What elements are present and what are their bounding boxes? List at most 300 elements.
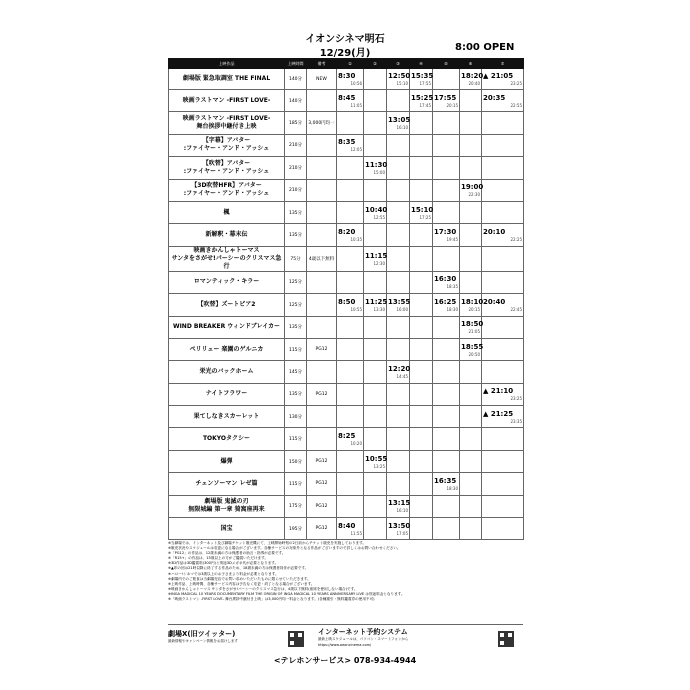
screen-slot: [387, 338, 410, 360]
screen-slot: [387, 406, 410, 428]
screen-slot[interactable]: [364, 157, 387, 179]
table-header-row: [169, 59, 524, 69]
screen-slot: [433, 316, 460, 338]
screen-slot[interactable]: [337, 428, 364, 450]
movie-duration: 135分: [285, 224, 307, 246]
showtime-end: 15:00: [373, 169, 385, 175]
movie-note: [307, 134, 337, 156]
movie-duration: 115分: [285, 473, 307, 495]
movie-note: PG12: [307, 495, 337, 517]
screen-slot: [460, 90, 482, 112]
screen-slot: [433, 361, 460, 383]
screen-slot: [433, 518, 460, 540]
showtime-start: 18:55: [461, 342, 484, 351]
screen-slot: [387, 179, 410, 201]
screen-slot: [387, 450, 410, 472]
screen-slot: [387, 316, 410, 338]
screen-slot: [433, 428, 460, 450]
screen-slot: [482, 112, 524, 134]
screen-slot: [364, 112, 387, 134]
showtime-start: 15:35: [411, 72, 434, 80]
showtime-start: 12:50: [388, 72, 411, 80]
screen-slot[interactable]: [364, 246, 387, 271]
table-row: [169, 518, 524, 540]
movie-title: ナイトフラワー: [169, 383, 285, 405]
screen-slot[interactable]: [482, 294, 524, 316]
screen-slot[interactable]: [387, 294, 410, 316]
showtime-end: 16:10: [396, 508, 408, 514]
showtime-start: 10:55: [365, 454, 388, 463]
screen-slot: [482, 201, 524, 223]
screen-slot[interactable]: [364, 294, 387, 316]
screen-slot: [482, 473, 524, 495]
screen-slot[interactable]: [482, 383, 524, 405]
screen-slot: [387, 383, 410, 405]
screen-slot[interactable]: [482, 69, 524, 90]
screen-slot[interactable]: [387, 495, 410, 517]
screen-slot[interactable]: [337, 224, 364, 246]
note-line: ※映画きかんしゃトーマス サンタをさがせ!パーシーのクリスマス急行は、4歳以下無料(座席を使用しない場合)です。: [168, 586, 358, 591]
movie-duration: 195分: [285, 518, 307, 540]
screen-slot: [364, 428, 387, 450]
showtime-end: 10:35: [350, 237, 362, 243]
screen-slot[interactable]: [433, 224, 460, 246]
movie-note: [307, 316, 337, 338]
screen-slot: [460, 518, 482, 540]
screen-slot: [337, 201, 364, 223]
telephone-service: <テレホンサービス> 078-934-4944: [273, 656, 417, 665]
showtime-start: 8:20: [338, 228, 356, 237]
movie-note: [307, 201, 337, 223]
movie-title: 栄光のバックホーム: [169, 361, 285, 383]
screen-slot: [410, 383, 433, 405]
screen-slot: [364, 179, 387, 201]
note-line: ※上映作品、上映時間、各種サービス内容は予告なく変更・終了となる場合がございます。: [168, 581, 315, 586]
showtime-end: 17:55: [419, 81, 431, 86]
screen-slot: [482, 179, 524, 201]
showtime-end: 15:10: [396, 81, 408, 86]
showtime-start: 15:25: [411, 93, 434, 102]
screen-slot: [364, 406, 387, 428]
showtime-end: 22:45: [510, 306, 522, 312]
table-row: [169, 112, 524, 134]
screen-slot: [410, 473, 433, 495]
movie-title: 映画きかんしゃトーマス サンタをさがせ!パーシーのクリスマス急行: [169, 246, 285, 271]
showtime-end: 23:35: [510, 418, 522, 424]
screen-slot[interactable]: [433, 271, 460, 293]
x-account-title[interactable]: 劇場X(旧ツイッター): [168, 630, 236, 638]
screen-slot: [387, 246, 410, 271]
movie-title: チェンソーマン レゼ篇: [169, 473, 285, 495]
showtime-end: 12:05: [350, 147, 362, 153]
movie-note: [307, 406, 337, 428]
screen-slot[interactable]: [482, 90, 524, 112]
showtime-start: ▲ 21:10: [483, 387, 514, 396]
showtime-end: 16:00: [396, 306, 408, 312]
showtime-start: 19:00: [461, 183, 484, 192]
showtime-end: 22:25: [510, 237, 522, 243]
screen-slot: [364, 495, 387, 517]
movie-title: 劇場版 鬼滅の刃 無限城編 第一章 猗窩座再来: [169, 495, 285, 517]
showtime-end: 12:30: [373, 260, 385, 266]
showtime-start: 20:35: [483, 93, 506, 102]
screen-slot: [337, 246, 364, 271]
screen-slot: [460, 271, 482, 293]
showtime-end: 11:55: [350, 530, 362, 536]
movie-duration: 75分: [285, 246, 307, 271]
screen-slot: [410, 271, 433, 293]
screen-slot: [460, 406, 482, 428]
showtime-start: 18:10: [461, 297, 484, 306]
screen-slot: [337, 495, 364, 517]
note-line: ※劇場内でのご飲食は当劇場売店でお買い求めいただいたものに限らせていただきます。: [168, 576, 311, 581]
movie-duration: 145分: [285, 361, 307, 383]
screen-slot: [433, 495, 460, 517]
screen-slot: [387, 473, 410, 495]
table-row: [169, 406, 524, 428]
note-line: ※「R15+」の作品は、15歳以上の方がご鑑賞いただけます。: [168, 556, 269, 561]
theater-name: イオンシネマ明石: [305, 34, 385, 45]
table-row: [169, 495, 524, 517]
screen-slot[interactable]: [433, 473, 460, 495]
screen-slot: [433, 157, 460, 179]
screen-slot: [387, 224, 410, 246]
showtime-end: 21:05: [468, 329, 480, 335]
screen-slot: [410, 450, 433, 472]
screen-slot: [337, 406, 364, 428]
col-title-header: 上映作品: [169, 59, 285, 69]
movie-title: 新解釈・幕末伝: [169, 224, 285, 246]
showtime-start: 11:30: [365, 160, 388, 169]
schedule-date: 12/29(月): [319, 48, 371, 59]
showtime-start: 10:40: [365, 205, 388, 214]
showtime-start: 11:25: [365, 297, 388, 306]
showtime-start: 20:10: [483, 228, 506, 237]
col-screen-7: ⑦: [482, 59, 524, 69]
movie-note: 4歳以下無料: [307, 246, 337, 271]
x-account-subtitle: 最新情報やキャンペーン情報をお届けします: [168, 639, 238, 643]
movie-duration: 135分: [285, 316, 307, 338]
footer: [168, 624, 523, 655]
showtime-start: 8:30: [338, 72, 356, 80]
screen-slot: [410, 518, 433, 540]
table-row: [169, 157, 524, 179]
screen-slot: [410, 224, 433, 246]
screen-slot: [337, 179, 364, 201]
movie-note: PG12: [307, 518, 337, 540]
showtime-end: 18:30: [446, 306, 458, 312]
screen-slot[interactable]: [482, 406, 524, 428]
screen-slot: [482, 271, 524, 293]
screen-slot: [410, 406, 433, 428]
movie-note: [307, 271, 337, 293]
screen-slot: [460, 157, 482, 179]
screen-slot[interactable]: [433, 90, 460, 112]
showtime-end: 16:10: [396, 125, 408, 131]
screen-slot: [460, 361, 482, 383]
screen-slot: [433, 201, 460, 223]
screen-slot: [364, 338, 387, 360]
movie-note: [307, 361, 337, 383]
screen-slot: [433, 69, 460, 90]
showtime-start: 8:40: [338, 521, 356, 530]
screen-slot[interactable]: [433, 294, 460, 316]
movie-duration: 140分: [285, 90, 307, 112]
screen-slot: [433, 450, 460, 472]
movie-note: [307, 294, 337, 316]
screen-slot: [410, 134, 433, 156]
movie-duration: 210分: [285, 179, 307, 201]
movie-note: [307, 90, 337, 112]
movie-title: 劇場版 緊急取調室 THE FINAL: [169, 69, 285, 90]
note-line: ※販売状況やスケジュールは変更になる場合がございます。各種サービスの対象外となる作品がございますので詳しくはお問い合わせください。: [168, 546, 401, 551]
movie-title: 映画ラストマン -FIRST LOVE-: [169, 90, 285, 112]
movie-title: 果てしなきスカーレット: [169, 406, 285, 428]
movie-note: PG12: [307, 338, 337, 360]
showtime-start: 18:50: [461, 320, 484, 329]
showtime-start: 16:30: [434, 275, 457, 284]
note-line: ※▲印の回は21時以降に終了する作品のため、18歳未満の方は保護者同伴が必要です。: [168, 566, 309, 571]
screen-slot: [337, 361, 364, 383]
col-screen-1: ①: [337, 59, 364, 69]
screen-slot: [410, 157, 433, 179]
screen-slot: [410, 316, 433, 338]
table-row: [169, 450, 524, 472]
showtime-end: 18:30: [446, 485, 458, 491]
showtime-end: 20:40: [468, 81, 480, 86]
screen-slot[interactable]: [337, 90, 364, 112]
screen-slot: [364, 316, 387, 338]
screen-slot: [410, 428, 433, 450]
note-line: ※ハロー!シネマでは3歳以上のお子さまより料金が必要となります。: [168, 571, 279, 576]
screen-slot: [433, 112, 460, 134]
screen-slot: [482, 316, 524, 338]
showtime-start: 17:30: [434, 228, 457, 237]
movie-title: TOKYOタクシー: [169, 428, 285, 450]
notes-block: [168, 541, 523, 602]
movie-duration: 185分: [285, 112, 307, 134]
screen-slot[interactable]: [337, 69, 364, 90]
showtime-start: 13:50: [388, 521, 411, 530]
showtime-start: 8:25: [338, 432, 356, 441]
x-qr-code-icon[interactable]: [288, 631, 304, 647]
movie-duration: 125分: [285, 271, 307, 293]
screen-slot: [460, 246, 482, 271]
screen-slot: [433, 134, 460, 156]
internet-reservation-title[interactable]: インターネット予約システム: [318, 628, 408, 636]
screen-slot: [337, 450, 364, 472]
showtime-end: 10:20: [350, 441, 362, 447]
screen-slot: [433, 179, 460, 201]
showtime-end: 10:55: [350, 306, 362, 312]
showtime-end: 20:15: [446, 102, 458, 108]
table-row: [169, 294, 524, 316]
screen-slot[interactable]: [482, 224, 524, 246]
screen-slot: [410, 338, 433, 360]
movie-note: 3,000円均一: [307, 112, 337, 134]
screen-slot: [460, 428, 482, 450]
table-row: [169, 428, 524, 450]
screen-slot: [410, 246, 433, 271]
screen-slot: [460, 450, 482, 472]
note-line: ※「映画ラストマン -FIRST LOVE- 舞台挨拶中継付き上映」は3,000円均一料金となります。(各種割引・無料鑑賞券の使用不可): [168, 597, 375, 602]
showtime-end: 13:30: [373, 306, 385, 312]
screen-slot: [482, 157, 524, 179]
screen-slot[interactable]: [337, 518, 364, 540]
screen-slot: [482, 428, 524, 450]
table-row: [169, 338, 524, 360]
showtime-end: 20:50: [468, 351, 480, 357]
internet-reservation-line1: 最新上映スケジュールは、パソコン・スマートフォンから: [318, 637, 409, 641]
showtime-start: 12:20: [388, 364, 411, 373]
showtime-end: 18:35: [446, 284, 458, 290]
screen-slot: [433, 338, 460, 360]
open-time: 8:00 OPEN: [455, 42, 515, 53]
internet-reservation-url[interactable]: https://www.aeoncinema.com/: [318, 643, 372, 647]
note-line: ※INGA MAGICAL 10 YEARS DOCUMENTARY FILM THE ORIGIN OF INGA MAGICAL 10 YEARS ANNIVERSARY LIVE は別途料金となります。: [168, 591, 405, 596]
movie-note: PG12: [307, 450, 337, 472]
screen-slot: [387, 428, 410, 450]
showtime-start: 20:40: [483, 297, 506, 306]
showtime-start: 8:50: [338, 297, 356, 306]
screen-slot: [364, 383, 387, 405]
movie-duration: 175分: [285, 495, 307, 517]
screen-slot[interactable]: [460, 69, 482, 90]
screen-slot[interactable]: [410, 201, 433, 223]
table-row: [169, 271, 524, 293]
showtime-end: 23:25: [510, 396, 522, 402]
showtime-end: 22:55: [510, 102, 522, 108]
screen-slot[interactable]: [460, 316, 482, 338]
col-screen-6: ⑥: [460, 59, 482, 69]
table-row: [169, 134, 524, 156]
reservation-qr-code-icon[interactable]: [498, 631, 514, 647]
screen-slot[interactable]: [364, 450, 387, 472]
movie-note: [307, 157, 337, 179]
screen-slot: [482, 361, 524, 383]
screen-slot: [387, 271, 410, 293]
movie-title: ペリリュー 楽園のゲルニカ: [169, 338, 285, 360]
screen-slot: [337, 271, 364, 293]
screen-slot: [460, 383, 482, 405]
movie-note: PG12: [307, 473, 337, 495]
showtime-end: 17:25: [419, 214, 431, 220]
movie-duration: 125分: [285, 294, 307, 316]
screen-slot: [364, 224, 387, 246]
note-line: ※「PG12」の作品は、12歳未満の方は保護者の助言・指導が必要です。: [168, 551, 286, 556]
screen-slot[interactable]: [337, 134, 364, 156]
table-row: [169, 201, 524, 223]
showtime-start: 8:45: [338, 93, 356, 102]
col-screen-4: ④: [410, 59, 433, 69]
schedule-rows: [169, 69, 524, 540]
schedule-table: [168, 58, 524, 540]
screen-slot: [337, 473, 364, 495]
showtime-end: 14:45: [396, 373, 408, 379]
screen-slot: [433, 383, 460, 405]
movie-title: 【3D吹替HFR】アバター :ファイヤー・アンド・アッシュ: [169, 179, 285, 201]
screen-slot[interactable]: [460, 179, 482, 201]
screen-slot: [337, 316, 364, 338]
movie-duration: 135分: [285, 383, 307, 405]
col-screen-3: ③: [387, 59, 410, 69]
movie-title: WIND BREAKER ウィンドブレイカー: [169, 316, 285, 338]
table-row: [169, 361, 524, 383]
screen-slot: [364, 271, 387, 293]
showtime-start: 13:15: [388, 499, 411, 508]
showtime-end: 12:55: [373, 214, 385, 220]
screen-slot: [364, 69, 387, 90]
screen-slot[interactable]: [364, 201, 387, 223]
screen-slot: [433, 246, 460, 271]
screen-slot: [387, 201, 410, 223]
screen-slot: [482, 450, 524, 472]
col-screen-2: ②: [364, 59, 387, 69]
showtime-end: 13:25: [373, 463, 385, 469]
table-row: [169, 316, 524, 338]
screen-slot[interactable]: [460, 294, 482, 316]
movie-title: 楓: [169, 201, 285, 223]
screen-slot: [460, 112, 482, 134]
table-row: [169, 383, 524, 405]
showtime-start: 13:05: [388, 116, 411, 125]
movie-title: 【吹替】ズートピア2: [169, 294, 285, 316]
movie-title: 【字幕】アバター :ファイヤー・アンド・アッシュ: [169, 134, 285, 156]
screen-slot: [460, 473, 482, 495]
movie-note: NEW: [307, 69, 337, 90]
screen-slot: [364, 361, 387, 383]
movie-duration: 115分: [285, 338, 307, 360]
table-row: [169, 90, 524, 112]
screen-slot: [364, 473, 387, 495]
screen-slot[interactable]: [410, 90, 433, 112]
movie-duration: 210分: [285, 134, 307, 156]
screen-slot: [410, 179, 433, 201]
screen-slot[interactable]: [387, 518, 410, 540]
showtime-start: 11:15: [365, 251, 388, 260]
screen-slot: [460, 201, 482, 223]
screen-slot: [387, 134, 410, 156]
screen-slot[interactable]: [410, 69, 433, 90]
showtime-end: 11:05: [350, 102, 362, 108]
screen-slot[interactable]: [337, 294, 364, 316]
showtime-start: ▲ 21:25: [483, 409, 514, 418]
screen-slot: [337, 383, 364, 405]
screen-slot: [433, 406, 460, 428]
showtime-start: ▲ 21:05: [483, 72, 514, 80]
movie-title: 映画ラストマン -FIRST LOVE- 舞台挨拶中継付き上映: [169, 112, 285, 134]
screen-slot[interactable]: [387, 361, 410, 383]
screen-slot: [482, 338, 524, 360]
screen-slot: [482, 495, 524, 517]
showtime-start: 18:20: [461, 72, 484, 80]
note-line: ※当劇場では、インターネット及び劇場チケット販売機にて、上映開始時刻の2日前からチケット販売を実施しております。: [168, 541, 367, 545]
screen-slot[interactable]: [460, 338, 482, 360]
showtime-end: 20:15: [468, 306, 480, 312]
movie-duration: 130分: [285, 406, 307, 428]
col-duration-header: 上映時間: [285, 59, 307, 69]
showtime-start: 13:55: [388, 297, 411, 306]
table-row: [169, 69, 524, 90]
screen-slot[interactable]: [387, 69, 410, 90]
screen-slot[interactable]: [387, 112, 410, 134]
screen-slot: [482, 518, 524, 540]
movie-note: [307, 179, 337, 201]
table-row: [169, 473, 524, 495]
screen-slot: [410, 361, 433, 383]
screen-slot: [337, 157, 364, 179]
movie-note: PG12: [307, 383, 337, 405]
